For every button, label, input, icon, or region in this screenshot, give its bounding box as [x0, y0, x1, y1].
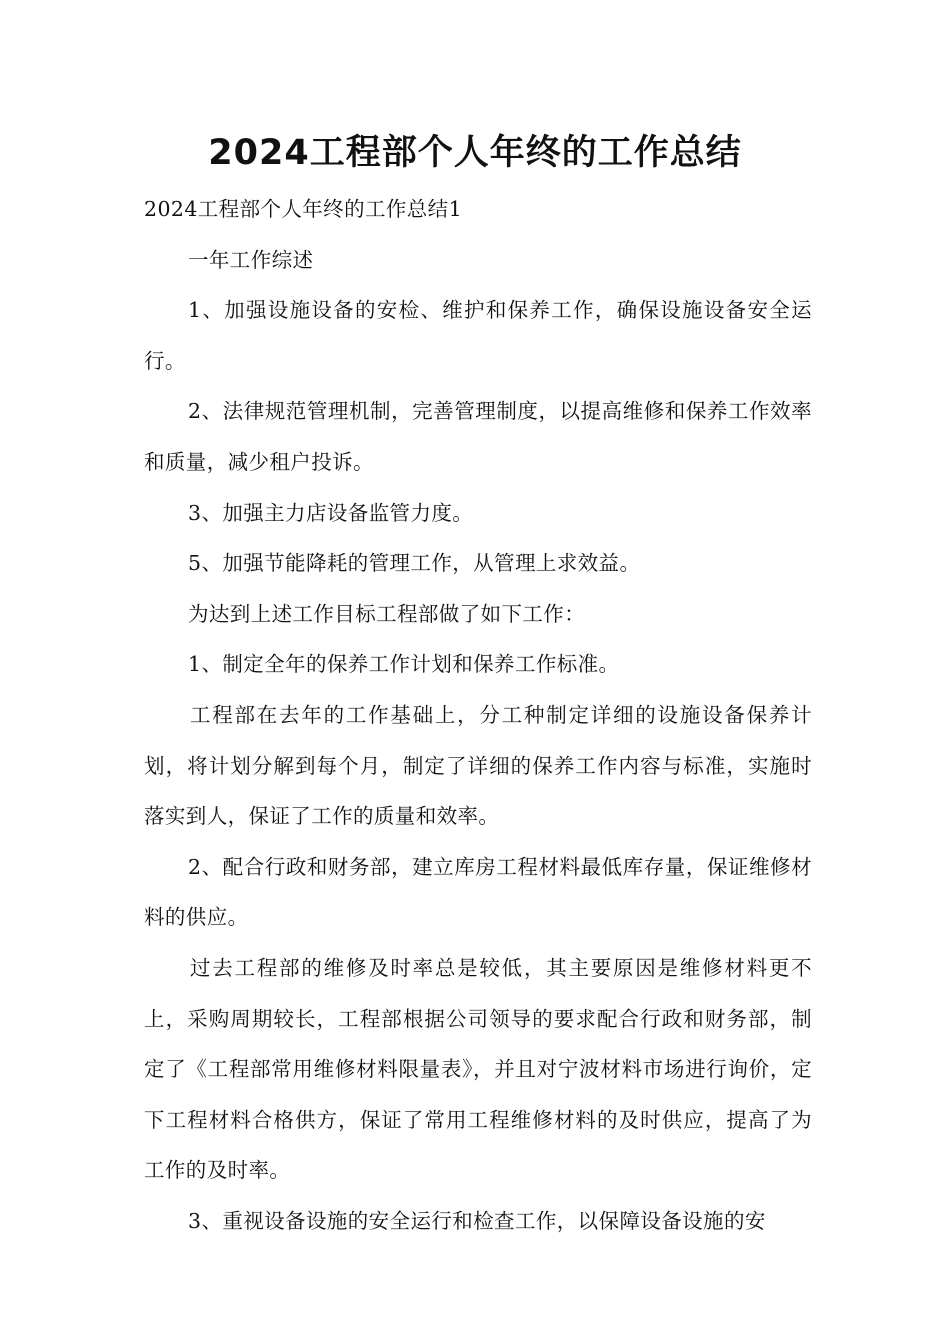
- paragraph: 一年工作综述: [188, 247, 314, 272]
- paragraph: 2、配合行政和财务部，建立库房工程材料最低库存量，保证维修材料的供应。: [144, 854, 812, 930]
- paragraph: 1、制定全年的保养工作计划和保养工作标准。: [188, 652, 620, 677]
- paragraph: 为达到上述工作目标工程部做了如下工作：: [188, 601, 586, 626]
- paragraph: 工程部在去年的工作基础上，分工种制定详细的设施设备保养计划，将计划分解到每个月，制定了详细的保养工作内容与标准，实施时落实到人，保证了工作的质量和效率。: [144, 702, 812, 829]
- paragraph: 过去工程部的维修及时率总是较低，其主要原因是维修材料更不上，采购周期较长，工程部根据公司领导的要求配合行政和财务部，制定了《工程部常用维修材料限量表》，并且对宁波材料市场进行询价，定下工程材料合格供方，保证了常用工程维修材料的及时供应，提高了为工作的及时率。: [144, 955, 812, 1183]
- paragraph: 1、加强设施设备的安检、维护和保养工作，确保设施设备安全运行。: [144, 298, 812, 373]
- paragraph: 5、加强节能降耗的管理工作，从管理上求效益。: [188, 551, 641, 576]
- section-heading: 2024工程部个人年终的工作总结1: [144, 197, 463, 221]
- document-body: [144, 184, 812, 1246]
- paragraph: 3、重视设备设施的安全运行和检查工作，以保障设备设施的安: [188, 1208, 766, 1233]
- paragraph: 2、法律规范管理机制，完善管理制度，以提高维修和保养工作效率和质量，减少租户投诉。: [144, 399, 812, 474]
- document-title: 2024工程部个人年终的工作总结: [208, 133, 742, 173]
- paragraph: 3、加强主力店设备监管力度。: [188, 500, 474, 525]
